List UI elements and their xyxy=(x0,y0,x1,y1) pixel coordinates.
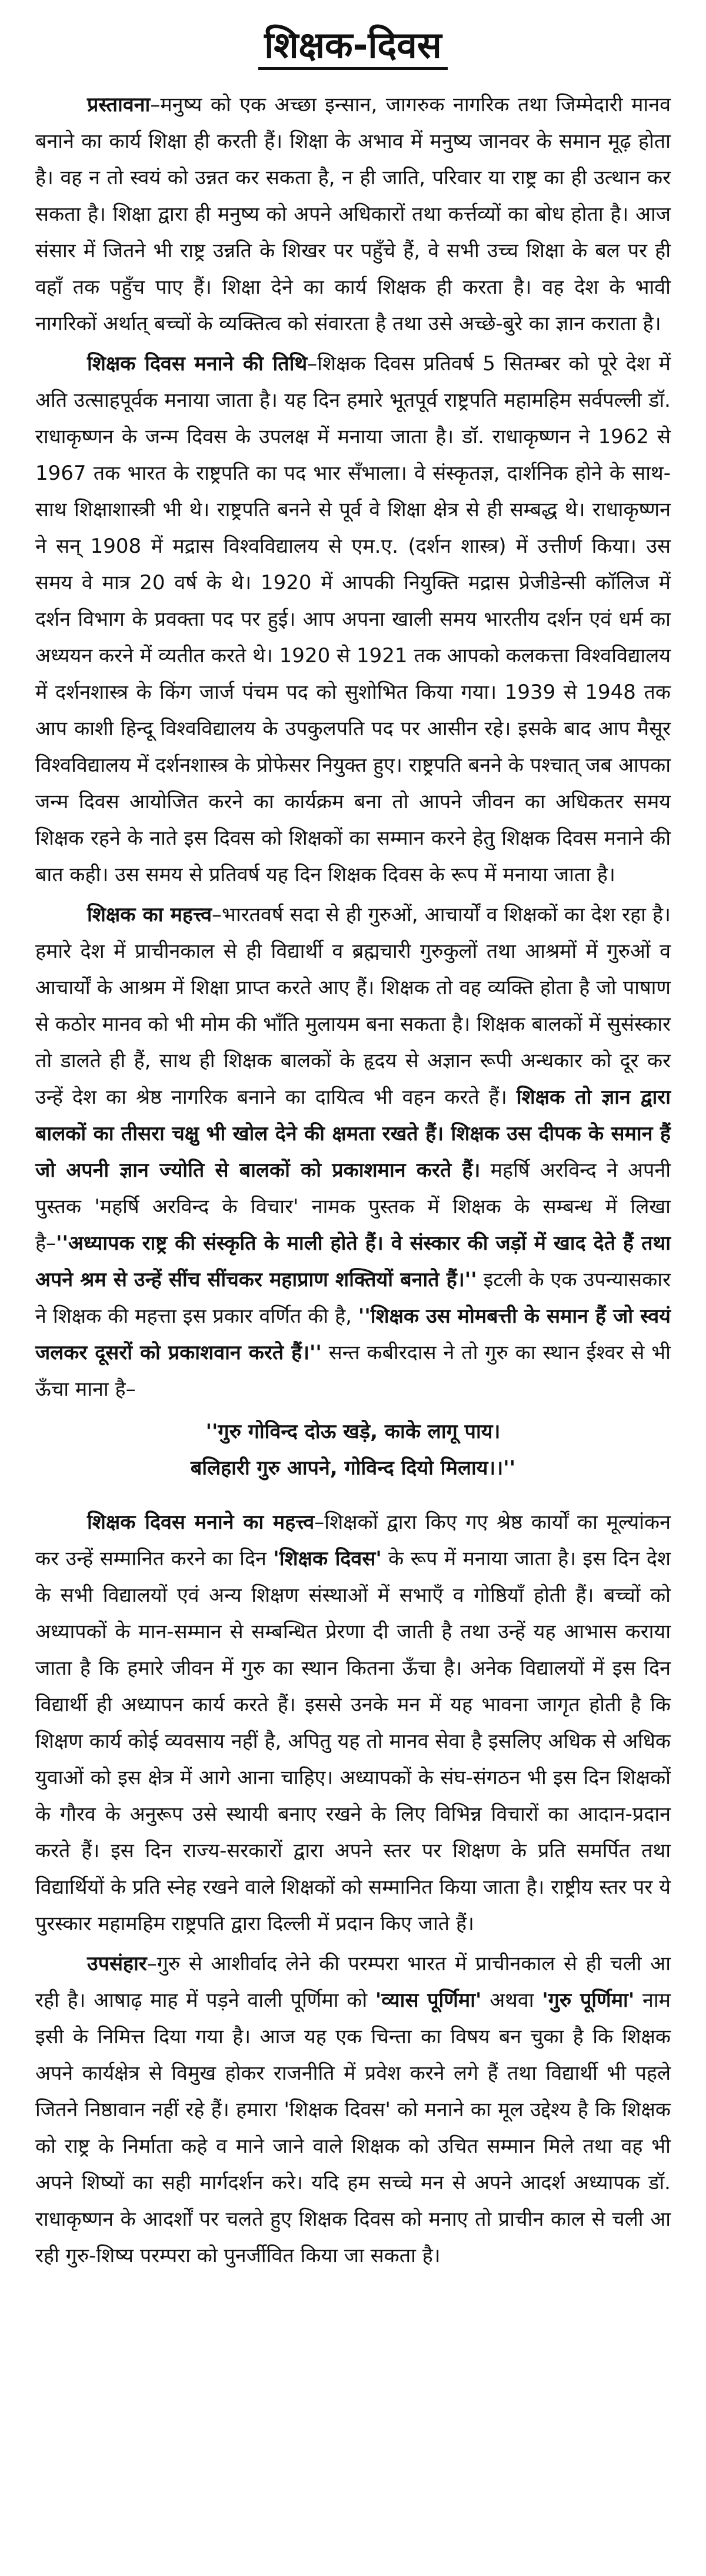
celebration-text-2: के रूप में मनाया जाता है। इस दिन देश के सभी विद्यालयों एवं अन्य शिक्षण संस्थाओं में सभाएँ व गोष्ठियाँ होती हैं। बच्चों को अध्यापकों के मान-सम्मान से सम्बन्धित प्रेरणा दी जाती है तथा उन्हें यह आभास कराया जाता है कि हमारे जीवन में गुरु का स्थान कितना ऊँचा है। अनेक विद्यालयों में इस दिन विद्यार्थी ही अध्यापन कार्य करते हैं। इससे उनके मन में यह भावना जागृत होती है कि शिक्षण कार्य कोई व्यवसाय नहीं है, अपितु यह तो मानव सेवा है इसलिए अधिक से अधिक युवाओं को इस क्षेत्र में आगे आना चाहिए। अध्यापकों के संघ-संगठन भी इस दिन शिक्षकों के गौरव के अनुरूप उसे स्थायी बनाए रखने के लिए विभिन्न विचारों का आदान-प्रदान करते हैं। इस दिन राज्य-सरकारों द्वारा अपने स्तर पर शिक्षण के प्रति समर्पित तथा विद्यार्थियों के प्रति स्नेह रखने वाले शिक्षकों को सम्मानित किया जाता है। राष्ट्रीय स्तर पर ये पुरस्कार महामहिम राष्ट्रपति द्वारा दिल्ली में प्रदान किए जाते हैं। xyxy=(35,1547,671,1936)
date-heading: शिक्षक दिवस मनाने की तिथि xyxy=(87,352,308,376)
importance-heading: शिक्षक का महत्त्व xyxy=(87,903,212,927)
intro-text: –मनुष्य को एक अच्छा इन्सान, जागरुक नागरिक तथा जिम्मेदारी मानव बनाने का कार्य शिक्षा ही करती हैं। शिक्षा के अभाव में मनुष्य जानवर के समान मूढ़ होता है। वह न तो स्वयं को उन्नत कर सकता है, न ही जाति, परिवार या राष्ट्र का ही उत्थान कर सकता है। शिक्षा द्वारा ही मनुष्य को अपने अधिकारों तथा कर्त्तव्यों का बोध होता है। आज संसार में जितने भी राष्ट्र उन्नति के शिखर पर पहुँचे हैं, वे सभी उच्च शिक्षा के बल पर ही वहाँ तक पहुँच पाए हैं। शिक्षा देने का कार्य शिक्षक ही करता है। वह देश के भावी नागरिकों अर्थात् बच्चों के व्यक्तित्व को संवारता है तथा उसे अच्छे-बुरे का ज्ञान कराता है। xyxy=(35,93,671,336)
importance-text-3: इटली के एक उपन्यासकार ने शिक्षक की महत्ता इस प्रकार वर्णित की है, xyxy=(35,1268,671,1329)
date-paragraph xyxy=(35,346,671,893)
aurobindo-quote: ''अध्यापक राष्ट्र की संस्कृति के माली होते हैं। वे संस्कार की जड़ों में खाद देते हैं तथा अपने श्रम से उन्हें सींच सींचकर महाप्राण शक्तियों बनाते हैं।'' xyxy=(35,1231,671,1292)
celebration-paragraph xyxy=(35,1504,671,1942)
vyas-purnima-term: 'व्यास पूर्णिमा' xyxy=(375,1989,482,2013)
importance-text-2: महर्षि अरविन्द ने अपनी पुस्तक 'महर्षि अरविन्द के विचार' नामक पुस्तक में शिक्षक के सम्बन्ध में लिखा है– xyxy=(35,1158,671,1256)
importance-paragraph xyxy=(35,897,671,1407)
title-block xyxy=(35,24,671,70)
importance-text-4: सन्त कबीरदास ने तो गुरु का स्थान ईश्वर से भी ऊँचा माना है– xyxy=(35,1341,671,1402)
page-title: शिक्षक-दिवस xyxy=(258,24,447,70)
celebration-emphasis: 'शिक्षक दिवस' xyxy=(273,1547,382,1571)
importance-emphasis-1: शिक्षक तो ज्ञान द्वारा बालकों का तीसरा चक्षु भी खोल देने की क्षमता रखते हैं। शिक्षक उस दीपक के समान हैं जो अपनी ज्ञान ज्योति से बालकों को प्रकाशमान करते हैं। xyxy=(35,1085,671,1183)
celebration-heading: शिक्षक दिवस मनाने का महत्त्व xyxy=(87,1511,315,1535)
guru-purnima-term: 'गुरु पूर्णिमा' xyxy=(542,1989,635,2013)
intro-heading: प्रस्तावना xyxy=(87,93,151,117)
date-text: –शिक्षक दिवस प्रतिवर्ष 5 सितम्बर को पूरे देश में अति उत्साहपूर्वक मनाया जाता है। यह दिन हमारे भूतपूर्व राष्ट्रपति महामहिम सर्वपल्ली डॉ. राधाकृष्णन के जन्म दिवस के उपलक्ष में मनाया जाता है। डॉ. राधाकृष्णन ने 1962 से 1967 तक भारत के राष्ट्रपति का पद भार सँभाला। वे संस्कृतज्ञ, दार्शनिक होने के साथ-साथ शिक्षाशास्त्री भी थे। राष्ट्रपति बनने से पूर्व वे शिक्षा क्षेत्र से ही सम्बद्ध थे। राधाकृष्णन ने सन् 1908 में मद्रास विश्वविद्यालय से एम.ए. (दर्शन शास्त्र) में उत्तीर्ण किया। उस समय वे मात्र 20 वर्ष के थे। 1920 में आपकी नियुक्ति मद्रास प्रेजीडेन्सी कॉलिज में दर्शन विभाग के प्रवक्ता पद पर हुई। आप अपना खाली समय भारतीय दर्शन एवं धर्म का अध्ययन करने में व्यतीत करते थे। 1920 से 1921 तक आपको कलकत्ता विश्वविद्यालय में दर्शनशास्त्र के किंग जार्ज पंचम पद को सुशोभित किया गया। 1939 से 1948 तक आप काशी हिन्दू विश्वविद्यालय के उपकुलपति पद पर आसीन रहे। इसके बाद आप मैसूर विश्वविद्यालय में दर्शनशास्त्र के प्रोफेसर नियुक्त हुए। राष्ट्रपति बनने के पश्चात् जब आपका जन्म दिवस आयोजित करने का कार्यक्रम बना तो आपने जीवन का अधिकतर समय शिक्षक रहने के नाते इस दिवस को शिक्षकों का सम्मान करने हेतु शिक्षक दिवस मनाने की बात कही। उस समय से प्रतिवर्ष यह दिन शिक्षक दिवस के रूप में मनाया जाता है। xyxy=(35,352,671,887)
kabir-doha xyxy=(35,1413,671,1486)
doha-line-2: बलिहारी गुरु आपने, गोविन्द दियो मिलाय।।'' xyxy=(190,1456,516,1480)
celebration-text-1: –शिक्षकों द्वारा किए गए श्रेष्ठ कार्यों का मूल्यांकन कर उन्हें सम्मानित करने का दिन xyxy=(35,1511,671,1571)
conclusion-heading: उपसंहार xyxy=(87,1952,147,1976)
conclusion-text-2: अथवा xyxy=(481,1989,542,2013)
conclusion-text-3: नाम इसी के निमित्त दिया गया है। आज यह एक चिन्ता का विषय बन चुका है कि शिक्षक अपने कार्यक्षेत्र से विमुख होकर राजनीति में प्रवेश करने लगे हैं तथा विद्यार्थी भी पहले जितने निष्ठावान नहीं रहे हैं। हमारा 'शिक्षक दिवस' को मनाने का मूल उद्देश्य है कि शिक्षक को राष्ट्र के निर्माता कहे व माने जाने वाले शिक्षक को उचित सम्मान मिले तथा वह भी अपने शिष्यों का सही मार्गदर्शन करे। यदि हम सच्चे मन से अपने आदर्श अध्यापक डॉ. राधाकृष्णन के आदर्शों पर चलते हुए शिक्षक दिवस को मनाए तो प्राचीन काल से चली आ रही गुरु-शिष्य परम्परा को पुनर्जीवित किया जा सकता है। xyxy=(35,1989,671,2268)
intro-paragraph xyxy=(35,87,671,342)
conclusion-text-1: –गुरु से आशीर्वाद लेने की परम्परा भारत में प्राचीनकाल से ही चली आ रही है। आषाढ़ माह में पड़ने वाली पूर्णिमा को xyxy=(35,1952,671,2013)
doha-line-1: ''गुरु गोविन्द दोऊ खड़े, काके लागू पाय। xyxy=(205,1420,501,1444)
conclusion-paragraph xyxy=(35,1946,671,2274)
importance-text-1: –भारतवर्ष सदा से ही गुरुओं, आचार्यों व शिक्षकों का देश रहा है। हमारे देश में प्राचीनकाल से ही विद्यार्थी व ब्रह्मचारी गुरुकुलों तथा आश्रमों में गुरुओं व आचार्यों के आश्रम में शिक्षा प्राप्त करते आए हैं। शिक्षक तो वह व्यक्ति होता है जो पाषाण से कठोर मानव को भी मोम की भाँति मुलायम बना सकता है। शिक्षक बालकों में सुसंस्कार तो डालते ही हैं, साथ ही शिक्षक बालकों के हृदय से अज्ञान रूपी अन्धकार को दूर कर उन्हें देश का श्रेष्ठ नागरिक बनाने का दायित्व भी वहन करते हैं। xyxy=(35,903,671,1110)
italian-novelist-quote: ''शिक्षक उस मोमबत्ती के समान हैं जो स्वयं जलकर दूसरों को प्रकाशवान करते हैं।'' xyxy=(35,1304,671,1365)
